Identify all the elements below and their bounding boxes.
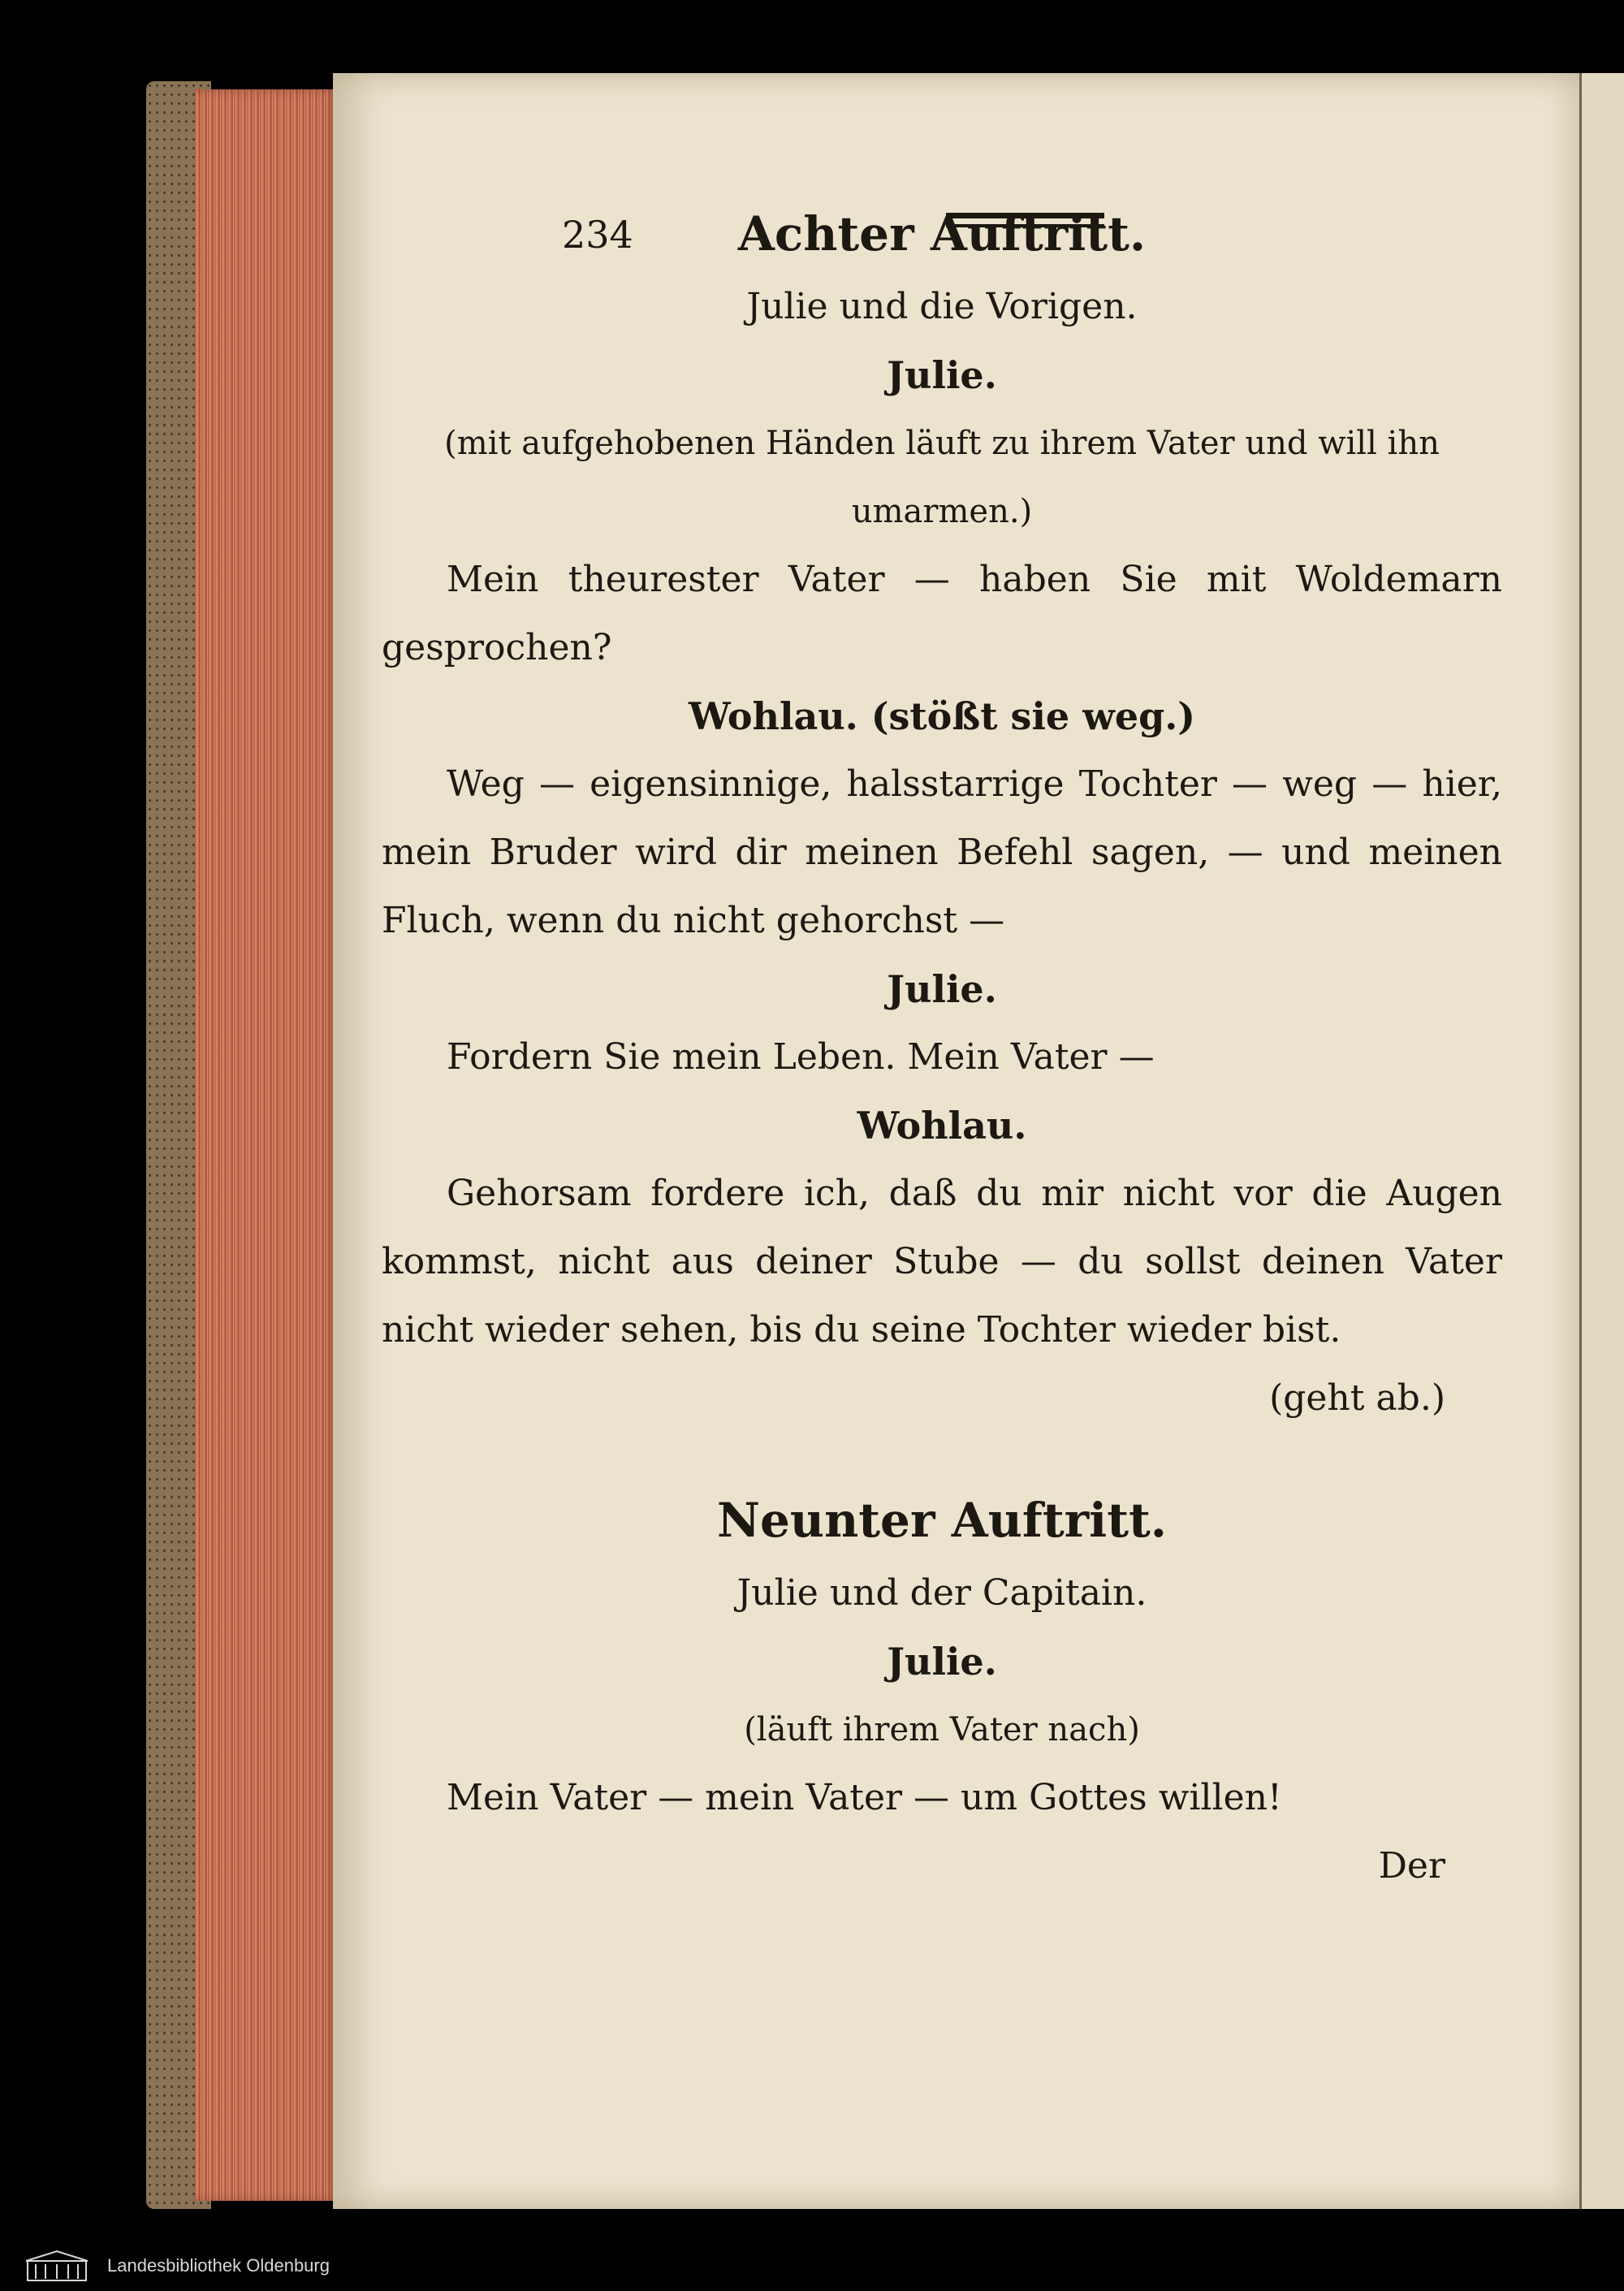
- footer-label: Landesbibliothek Oldenburg: [107, 2255, 330, 2276]
- library-building-icon: [23, 2250, 91, 2284]
- text-line-title: Neunter Auftritt.: [717, 1493, 1167, 1548]
- text-line-right: Der: [1378, 1845, 1445, 1887]
- text-line-speaker: Julie.: [887, 353, 997, 397]
- text-line-direction: (mit aufgehobenen Händen läuft zu ihrem Vater und will ihn umarmen.): [444, 425, 1440, 530]
- text-line-indent: Mein Vater — mein Vater — um Gottes willen!: [447, 1777, 1282, 1818]
- text-line-indent: Fordern Sie mein Leben. Mein Vater —: [447, 1036, 1155, 1078]
- page-number: 234: [562, 213, 633, 257]
- text-line-speaker: Wohlau.: [857, 1104, 1027, 1148]
- text-line-right: (geht ab.): [1269, 1377, 1445, 1419]
- text-line-indent: Weg — eigensinnige, halsstarrige Tochter — weg — hier, mein Bruder wird dir meinen Befehl sagen, — und meinen Fluch, wenn du nicht gehorchst —: [382, 763, 1502, 941]
- page-text: [382, 195, 1502, 1900]
- text-line-speaker: Julie.: [887, 1640, 997, 1684]
- text-line-indent: Gehorsam fordere ich, daß du mir nicht vor die Augen kommst, nicht aus deiner Stube — du sollst deinen Vater nicht wieder sehen, bis du seine Tochter wieder bist.: [382, 1173, 1502, 1351]
- text-line-center: Julie und der Capitain.: [736, 1572, 1147, 1614]
- text-line-title: Achter Auftritt.: [737, 206, 1147, 262]
- text-line-indent: Mein theurester Vater — haben Sie mit Woldemarn gesprochen?: [382, 559, 1502, 668]
- page-edges: [195, 89, 341, 2201]
- text-line-speaker: Wohlau. (stößt sie weg.): [688, 694, 1196, 738]
- text-line-speaker: Julie.: [887, 967, 997, 1011]
- text-line-direction: (läuft ihrem Vater nach): [744, 1711, 1140, 1749]
- text-line-center: Julie und die Vorigen.: [746, 286, 1138, 327]
- text-line-gap: [382, 1433, 1502, 1481]
- next-page-edge: [1579, 73, 1624, 2209]
